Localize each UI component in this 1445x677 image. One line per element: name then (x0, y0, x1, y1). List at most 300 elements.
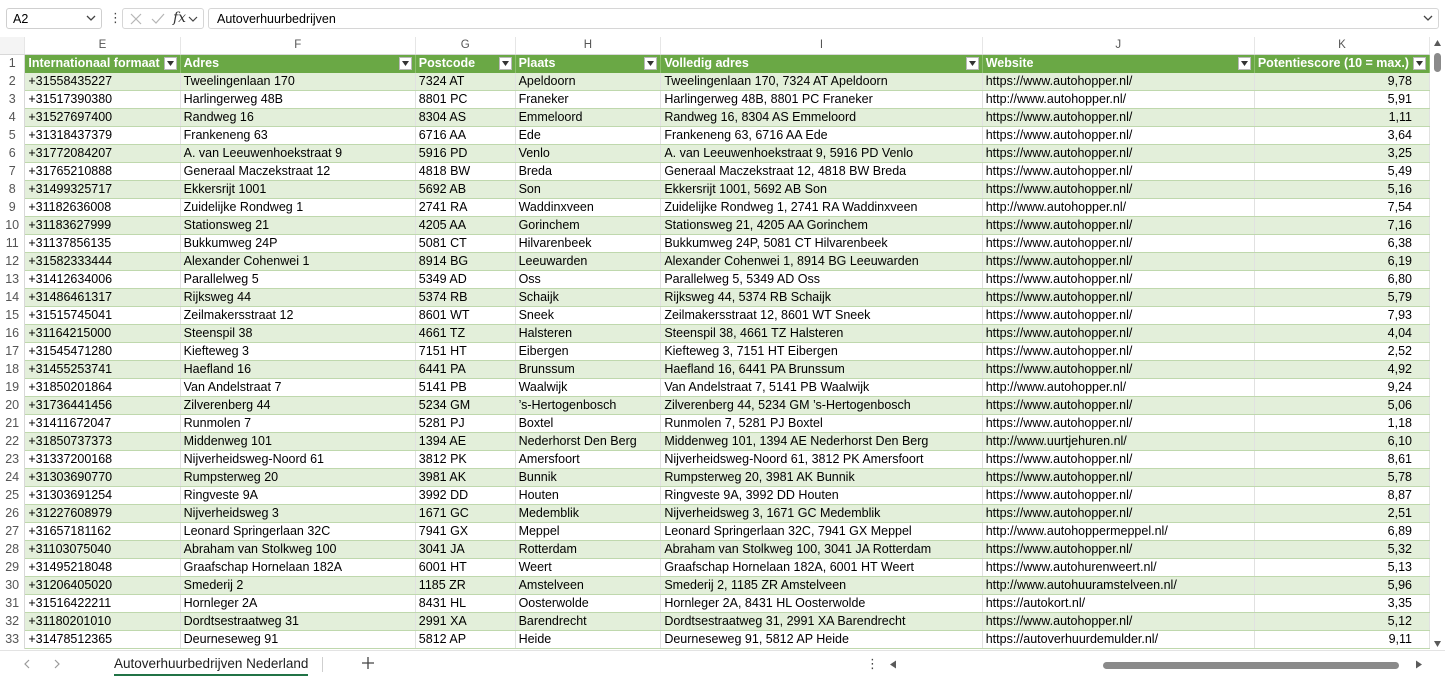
name-box[interactable] (6, 8, 102, 29)
table-cell[interactable]: Graafschap Hornelaan 182A, 6001 HT Weert (661, 559, 982, 577)
table-cell[interactable]: Nijverheidsweg-Noord 61, 3812 PK Amersfoort (661, 451, 982, 469)
table-cell[interactable]: 2,52 (1254, 343, 1429, 361)
table-cell[interactable]: Steenspil 38 (180, 325, 415, 343)
table-cell[interactable]: 3041 JA (415, 541, 515, 559)
table-cell[interactable]: 6,80 (1254, 271, 1429, 289)
table-cell[interactable]: 7,54 (1254, 199, 1429, 217)
table-header-cell[interactable] (515, 55, 661, 73)
next-sheet-icon[interactable] (52, 659, 62, 669)
table-cell[interactable]: +31318437379 (25, 127, 180, 145)
row-number[interactable]: 8 (0, 181, 25, 199)
table-cell[interactable]: Amstelveen (515, 577, 661, 595)
table-cell[interactable]: +31182636008 (25, 199, 180, 217)
table-cell[interactable]: Kiefteweg 3, 7151 HT Eibergen (661, 343, 982, 361)
table-cell[interactable]: 3,64 (1254, 127, 1429, 145)
table-cell[interactable]: Hilvarenbeek (515, 235, 661, 253)
filter-dropdown-icon[interactable] (399, 57, 412, 70)
table-cell[interactable]: Deurneseweg 91, 5812 AP Heide (661, 631, 982, 649)
table-cell[interactable]: +31164215000 (25, 325, 180, 343)
table-cell[interactable]: 6,19 (1254, 253, 1429, 271)
table-cell[interactable]: Ringveste 9A (180, 487, 415, 505)
chevron-down-icon[interactable] (187, 11, 199, 27)
table-cell[interactable]: Tweelingenlaan 170, 7324 AT Apeldoorn (661, 73, 982, 91)
table-cell[interactable]: A. van Leeuwenhoekstraat 9 (180, 145, 415, 163)
table-cell[interactable]: Generaal Maczekstraat 12, 4818 BW Breda (661, 163, 982, 181)
table-cell[interactable]: 3,25 (1254, 145, 1429, 163)
table-cell[interactable]: 8601 WT (415, 307, 515, 325)
table-cell[interactable]: https://www.autohopper.nl/ (982, 343, 1254, 361)
table-cell[interactable]: Venlo (515, 145, 661, 163)
column-header[interactable]: I (661, 37, 982, 55)
table-cell[interactable]: Tweelingenlaan 170 (180, 73, 415, 91)
table-cell[interactable]: Halsteren (515, 325, 661, 343)
table-cell[interactable]: 7,16 (1254, 217, 1429, 235)
table-cell[interactable]: +31412634006 (25, 271, 180, 289)
table-cell[interactable]: Oss (515, 271, 661, 289)
table-cell[interactable]: Rijksweg 44, 5374 RB Schaijk (661, 289, 982, 307)
table-cell[interactable]: Schaijk (515, 289, 661, 307)
more-options-icon[interactable]: ⋮ (866, 656, 879, 671)
table-cell[interactable]: https://www.autohopper.nl/ (982, 289, 1254, 307)
filter-dropdown-icon[interactable] (164, 57, 177, 70)
row-number[interactable]: 14 (0, 289, 25, 307)
table-cell[interactable]: https://www.autohopper.nl/ (982, 325, 1254, 343)
row-number[interactable]: 9 (0, 199, 25, 217)
table-cell[interactable]: 3992 DD (415, 487, 515, 505)
table-header-cell[interactable] (180, 55, 415, 73)
vertical-scrollbar[interactable] (1430, 37, 1445, 650)
row-number[interactable]: 28 (0, 541, 25, 559)
table-cell[interactable]: Apeldoorn (515, 73, 661, 91)
table-cell[interactable]: https://www.autohopper.nl/ (982, 73, 1254, 91)
row-number[interactable]: 16 (0, 325, 25, 343)
table-cell[interactable]: 9,11 (1254, 631, 1429, 649)
table-cell[interactable]: Bukkumweg 24P, 5081 CT Hilvarenbeek (661, 235, 982, 253)
table-cell[interactable]: http://www.autohuuramstelveen.nl/ (982, 577, 1254, 595)
table-cell[interactable]: 4818 BW (415, 163, 515, 181)
table-cell[interactable]: 8431 HL (415, 595, 515, 613)
table-cell[interactable]: 5916 PD (415, 145, 515, 163)
row-number[interactable]: 24 (0, 469, 25, 487)
table-cell[interactable]: https://www.autohopper.nl/ (982, 361, 1254, 379)
sheet-tab-active[interactable] (106, 651, 316, 677)
table-cell[interactable]: +31545471280 (25, 343, 180, 361)
table-cell[interactable]: https://www.autohopper.nl/ (982, 127, 1254, 145)
row-number[interactable]: 13 (0, 271, 25, 289)
row-number[interactable]: 18 (0, 361, 25, 379)
column-header[interactable]: H (515, 37, 661, 55)
scroll-right-icon[interactable] (1415, 660, 1423, 669)
table-cell[interactable]: https://www.autohopper.nl/ (982, 271, 1254, 289)
table-cell[interactable]: Steenspil 38, 4661 TZ Halsteren (661, 325, 982, 343)
table-cell[interactable]: 8914 BG (415, 253, 515, 271)
table-cell[interactable]: 6,10 (1254, 433, 1429, 451)
chevron-down-icon[interactable] (85, 12, 97, 24)
table-cell[interactable]: +31137856135 (25, 235, 180, 253)
table-cell[interactable]: https://www.autohopper.nl/ (982, 217, 1254, 235)
table-cell[interactable]: 5349 AD (415, 271, 515, 289)
table-cell[interactable]: Dordtsestraatweg 31 (180, 613, 415, 631)
table-cell[interactable]: https://www.autohopper.nl/ (982, 505, 1254, 523)
table-cell[interactable]: Parallelweg 5 (180, 271, 415, 289)
table-cell[interactable]: Zilverenberg 44 (180, 397, 415, 415)
table-header-cell[interactable] (415, 55, 515, 73)
table-cell[interactable]: Breda (515, 163, 661, 181)
table-cell[interactable]: https://www.autohopper.nl/ (982, 487, 1254, 505)
table-cell[interactable]: Deurneseweg 91 (180, 631, 415, 649)
table-cell[interactable]: 3,35 (1254, 595, 1429, 613)
table-cell[interactable]: Rumpsterweg 20 (180, 469, 415, 487)
row-number[interactable]: 31 (0, 595, 25, 613)
table-cell[interactable]: Rotterdam (515, 541, 661, 559)
table-cell[interactable]: +31495218048 (25, 559, 180, 577)
table-cell[interactable]: +31517390380 (25, 91, 180, 109)
table-cell[interactable]: http://www.autohoppermeppel.nl/ (982, 523, 1254, 541)
table-cell[interactable]: Leeuwarden (515, 253, 661, 271)
table-cell[interactable]: +31206405020 (25, 577, 180, 595)
table-cell[interactable]: +31227608979 (25, 505, 180, 523)
table-cell[interactable]: Ringveste 9A, 3992 DD Houten (661, 487, 982, 505)
table-cell[interactable]: https://www.autohopper.nl/ (982, 415, 1254, 433)
table-cell[interactable]: 5,49 (1254, 163, 1429, 181)
scroll-down-icon[interactable] (1433, 640, 1442, 648)
table-cell[interactable]: Harlingerweg 48B, 8801 PC Franeker (661, 91, 982, 109)
table-cell[interactable]: https://www.autohurenweert.nl/ (982, 559, 1254, 577)
table-cell[interactable]: +31582333444 (25, 253, 180, 271)
table-cell[interactable]: 2,51 (1254, 505, 1429, 523)
table-cell[interactable]: https://www.autohopper.nl/ (982, 397, 1254, 415)
table-cell[interactable]: Barendrecht (515, 613, 661, 631)
filter-dropdown-icon[interactable] (1413, 57, 1426, 70)
cancel-x-icon[interactable] (128, 11, 144, 27)
table-cell[interactable]: Weert (515, 559, 661, 577)
row-number[interactable]: 29 (0, 559, 25, 577)
filter-dropdown-icon[interactable] (1238, 57, 1251, 70)
table-cell[interactable]: Randweg 16, 8304 AS Emmeloord (661, 109, 982, 127)
table-cell[interactable]: +31486461317 (25, 289, 180, 307)
table-cell[interactable]: +31772084207 (25, 145, 180, 163)
table-cell[interactable]: Randweg 16 (180, 109, 415, 127)
insert-function-icon[interactable]: fx (173, 10, 187, 26)
table-cell[interactable]: Dordtsestraatweg 31, 2991 XA Barendrecht (661, 613, 982, 631)
table-cell[interactable]: 4205 AA (415, 217, 515, 235)
table-cell[interactable]: 3981 AK (415, 469, 515, 487)
row-number[interactable]: 22 (0, 433, 25, 451)
column-header[interactable]: J (982, 37, 1254, 55)
filter-dropdown-icon[interactable] (499, 57, 512, 70)
table-cell[interactable]: Generaal Maczekstraat 12 (180, 163, 415, 181)
select-all-corner[interactable] (0, 37, 25, 55)
table-cell[interactable]: +31558435227 (25, 73, 180, 91)
row-number[interactable]: 26 (0, 505, 25, 523)
table-cell[interactable]: Sneek (515, 307, 661, 325)
row-number[interactable]: 7 (0, 163, 25, 181)
table-cell[interactable]: 5081 CT (415, 235, 515, 253)
table-cell[interactable]: Oosterwolde (515, 595, 661, 613)
row-number[interactable]: 25 (0, 487, 25, 505)
table-cell[interactable]: 5,32 (1254, 541, 1429, 559)
table-cell[interactable]: https://www.autohopper.nl/ (982, 181, 1254, 199)
table-cell[interactable]: Franeker (515, 91, 661, 109)
table-cell[interactable]: https://www.autohopper.nl/ (982, 613, 1254, 631)
table-cell[interactable]: +31499325717 (25, 181, 180, 199)
table-cell[interactable]: Gorinchem (515, 217, 661, 235)
vertical-scroll-thumb[interactable] (1434, 53, 1441, 72)
table-cell[interactable]: Bunnik (515, 469, 661, 487)
table-cell[interactable]: Zuidelijke Rondweg 1 (180, 199, 415, 217)
table-cell[interactable]: Brunssum (515, 361, 661, 379)
table-cell[interactable]: Amersfoort (515, 451, 661, 469)
horizontal-scroll-thumb[interactable] (1103, 662, 1399, 669)
table-cell[interactable]: 4,92 (1254, 361, 1429, 379)
table-cell[interactable]: Middenweg 101, 1394 AE Nederhorst Den Berg (661, 433, 982, 451)
table-cell[interactable]: Emmeloord (515, 109, 661, 127)
table-cell[interactable]: 2991 XA (415, 613, 515, 631)
table-cell[interactable]: http://www.uurtjehuren.nl/ (982, 433, 1254, 451)
row-number[interactable]: 27 (0, 523, 25, 541)
table-cell[interactable]: Alexander Cohenwei 1 (180, 253, 415, 271)
table-cell[interactable]: Hornleger 2A, 8431 HL Oosterwolde (661, 595, 982, 613)
column-header[interactable]: E (25, 37, 180, 55)
table-cell[interactable]: Smederij 2 (180, 577, 415, 595)
table-cell[interactable]: 5,79 (1254, 289, 1429, 307)
row-number[interactable]: 23 (0, 451, 25, 469)
table-cell[interactable]: Kiefteweg 3 (180, 343, 415, 361)
row-number[interactable]: 4 (0, 109, 25, 127)
table-cell[interactable]: Runmolen 7, 5281 PJ Boxtel (661, 415, 982, 433)
table-cell[interactable]: 7151 HT (415, 343, 515, 361)
table-cell[interactable]: http://www.autohopper.nl/ (982, 91, 1254, 109)
table-cell[interactable]: +31765210888 (25, 163, 180, 181)
table-cell[interactable]: https://www.autohopper.nl/ (982, 235, 1254, 253)
table-cell[interactable]: Heide (515, 631, 661, 649)
table-cell[interactable]: https://www.autohopper.nl/ (982, 145, 1254, 163)
table-cell[interactable]: Waalwijk (515, 379, 661, 397)
table-cell[interactable]: Nijverheidsweg 3 (180, 505, 415, 523)
row-number[interactable]: 17 (0, 343, 25, 361)
table-cell[interactable]: 1,18 (1254, 415, 1429, 433)
row-number[interactable]: 32 (0, 613, 25, 631)
table-cell[interactable]: 5692 AB (415, 181, 515, 199)
table-cell[interactable]: Ekkersrijt 1001, 5692 AB Son (661, 181, 982, 199)
filter-dropdown-icon[interactable] (644, 57, 657, 70)
table-cell[interactable]: A. van Leeuwenhoekstraat 9, 5916 PD Venlo (661, 145, 982, 163)
row-number[interactable]: 10 (0, 217, 25, 235)
table-cell[interactable]: https://www.autohopper.nl/ (982, 307, 1254, 325)
table-cell[interactable]: +31303690770 (25, 469, 180, 487)
table-cell[interactable]: Bukkumweg 24P (180, 235, 415, 253)
table-cell[interactable]: 5374 RB (415, 289, 515, 307)
table-cell[interactable]: 2741 RA (415, 199, 515, 217)
table-cell[interactable]: Haefland 16, 6441 PA Brunssum (661, 361, 982, 379)
table-cell[interactable]: Zilverenberg 44, 5234 GM ’s-Hertogenbosch (661, 397, 982, 415)
table-cell[interactable]: 8304 AS (415, 109, 515, 127)
table-cell[interactable]: 4,04 (1254, 325, 1429, 343)
scroll-up-icon[interactable] (1433, 39, 1442, 47)
plus-icon[interactable] (361, 656, 375, 670)
table-cell[interactable]: 6716 AA (415, 127, 515, 145)
checkmark-icon[interactable] (150, 11, 166, 27)
more-options-icon[interactable]: ⋮ (109, 10, 122, 25)
table-cell[interactable]: Frankeneng 63 (180, 127, 415, 145)
table-cell[interactable]: 9,24 (1254, 379, 1429, 397)
table-header-cell[interactable] (25, 55, 180, 73)
table-cell[interactable]: Parallelweg 5, 5349 AD Oss (661, 271, 982, 289)
row-number[interactable]: 3 (0, 91, 25, 109)
table-header-cell[interactable] (661, 55, 982, 73)
scroll-left-icon[interactable] (889, 660, 897, 669)
row-number[interactable]: 30 (0, 577, 25, 595)
table-cell[interactable]: 5,16 (1254, 181, 1429, 199)
column-header[interactable]: F (180, 37, 415, 55)
table-cell[interactable]: 5,96 (1254, 577, 1429, 595)
table-cell[interactable]: Smederij 2, 1185 ZR Amstelveen (661, 577, 982, 595)
formula-input[interactable] (208, 8, 1439, 29)
table-cell[interactable]: Harlingerweg 48B (180, 91, 415, 109)
table-cell[interactable]: +31337200168 (25, 451, 180, 469)
expand-formula-bar-icon[interactable] (1422, 12, 1434, 24)
table-cell[interactable]: Leonard Springerlaan 32C (180, 523, 415, 541)
table-cell[interactable]: Meppel (515, 523, 661, 541)
table-cell[interactable]: http://www.autohopper.nl/ (982, 379, 1254, 397)
table-cell[interactable]: https://autokort.nl/ (982, 595, 1254, 613)
row-number[interactable]: 21 (0, 415, 25, 433)
table-cell[interactable]: 1,11 (1254, 109, 1429, 127)
table-cell[interactable]: https://www.autohopper.nl/ (982, 253, 1254, 271)
table-cell[interactable]: 3812 PK (415, 451, 515, 469)
table-cell[interactable]: Zuidelijke Rondweg 1, 2741 RA Waddinxveen (661, 199, 982, 217)
table-cell[interactable]: http://www.autohopper.nl/ (982, 199, 1254, 217)
table-cell[interactable]: +31455253741 (25, 361, 180, 379)
row-number[interactable]: 33 (0, 631, 25, 649)
table-cell[interactable]: 5281 PJ (415, 415, 515, 433)
table-cell[interactable]: Leonard Springerlaan 32C, 7941 GX Meppel (661, 523, 982, 541)
table-cell[interactable]: Alexander Cohenwei 1, 8914 BG Leeuwarden (661, 253, 982, 271)
table-cell[interactable]: Runmolen 7 (180, 415, 415, 433)
row-number[interactable]: 1 (0, 55, 25, 73)
table-cell[interactable]: Graafschap Hornelaan 182A (180, 559, 415, 577)
table-cell[interactable]: 5,78 (1254, 469, 1429, 487)
table-cell[interactable]: +31183627999 (25, 217, 180, 235)
table-cell[interactable]: 9,78 (1254, 73, 1429, 91)
table-cell[interactable]: Nijverheidsweg-Noord 61 (180, 451, 415, 469)
filter-dropdown-icon[interactable] (966, 57, 979, 70)
table-cell[interactable]: https://www.autohopper.nl/ (982, 451, 1254, 469)
table-cell[interactable]: Van Andelstraat 7 (180, 379, 415, 397)
table-cell[interactable]: 8801 PC (415, 91, 515, 109)
table-cell[interactable]: +31527697400 (25, 109, 180, 127)
table-cell[interactable]: +31180201010 (25, 613, 180, 631)
table-cell[interactable]: +31657181162 (25, 523, 180, 541)
row-number[interactable]: 6 (0, 145, 25, 163)
table-cell[interactable]: ’s-Hertogenbosch (515, 397, 661, 415)
table-cell[interactable]: 7941 GX (415, 523, 515, 541)
table-cell[interactable]: 5,06 (1254, 397, 1429, 415)
table-cell[interactable]: +31478512365 (25, 631, 180, 649)
table-cell[interactable]: 6441 PA (415, 361, 515, 379)
table-cell[interactable]: 7324 AT (415, 73, 515, 91)
table-cell[interactable]: Houten (515, 487, 661, 505)
table-cell[interactable]: 5,12 (1254, 613, 1429, 631)
table-cell[interactable]: Hornleger 2A (180, 595, 415, 613)
table-cell[interactable]: Middenweg 101 (180, 433, 415, 451)
table-cell[interactable]: Haefland 16 (180, 361, 415, 379)
table-cell[interactable]: +31411672047 (25, 415, 180, 433)
table-cell[interactable]: 6,89 (1254, 523, 1429, 541)
table-cell[interactable]: 7,93 (1254, 307, 1429, 325)
table-cell[interactable]: Van Andelstraat 7, 5141 PB Waalwijk (661, 379, 982, 397)
row-number[interactable]: 19 (0, 379, 25, 397)
table-cell[interactable]: +31516422211 (25, 595, 180, 613)
table-cell[interactable]: 8,61 (1254, 451, 1429, 469)
table-cell[interactable]: +31736441456 (25, 397, 180, 415)
row-number[interactable]: 5 (0, 127, 25, 145)
table-cell[interactable]: Zeilmakersstraat 12 (180, 307, 415, 325)
table-cell[interactable]: 5812 AP (415, 631, 515, 649)
table-cell[interactable]: +31850737373 (25, 433, 180, 451)
table-cell[interactable]: https://www.autohopper.nl/ (982, 541, 1254, 559)
table-header-cell[interactable] (982, 55, 1254, 73)
table-cell[interactable]: Stationsweg 21, 4205 AA Gorinchem (661, 217, 982, 235)
table-cell[interactable]: Zeilmakersstraat 12, 8601 WT Sneek (661, 307, 982, 325)
table-cell[interactable]: Frankeneng 63, 6716 AA Ede (661, 127, 982, 145)
table-cell[interactable]: 5234 GM (415, 397, 515, 415)
table-cell[interactable]: Stationsweg 21 (180, 217, 415, 235)
table-cell[interactable]: 5,91 (1254, 91, 1429, 109)
row-number[interactable]: 2 (0, 73, 25, 91)
table-cell[interactable]: Rumpsterweg 20, 3981 AK Bunnik (661, 469, 982, 487)
table-cell[interactable]: 4661 TZ (415, 325, 515, 343)
table-cell[interactable]: Boxtel (515, 415, 661, 433)
table-cell[interactable]: 8,87 (1254, 487, 1429, 505)
table-cell[interactable]: Abraham van Stolkweg 100 (180, 541, 415, 559)
table-cell[interactable]: https://autoverhuurdemulder.nl/ (982, 631, 1254, 649)
table-cell[interactable]: https://www.autohopper.nl/ (982, 109, 1254, 127)
column-header[interactable]: G (415, 37, 515, 55)
table-cell[interactable]: Nederhorst Den Berg (515, 433, 661, 451)
table-cell[interactable]: 6,38 (1254, 235, 1429, 253)
table-cell[interactable]: https://www.autohopper.nl/ (982, 469, 1254, 487)
table-cell[interactable]: 1671 GC (415, 505, 515, 523)
table-cell[interactable]: Ede (515, 127, 661, 145)
table-cell[interactable]: Nijverheidsweg 3, 1671 GC Medemblik (661, 505, 982, 523)
table-cell[interactable]: 6001 HT (415, 559, 515, 577)
table-cell[interactable]: Eibergen (515, 343, 661, 361)
table-cell[interactable]: Ekkersrijt 1001 (180, 181, 415, 199)
table-cell[interactable]: 5141 PB (415, 379, 515, 397)
table-cell[interactable]: 1185 ZR (415, 577, 515, 595)
column-header[interactable]: K (1254, 37, 1429, 55)
table-cell[interactable]: Rijksweg 44 (180, 289, 415, 307)
table-cell[interactable]: 1394 AE (415, 433, 515, 451)
table-cell[interactable]: Son (515, 181, 661, 199)
table-cell[interactable]: https://www.autohopper.nl/ (982, 163, 1254, 181)
table-header-cell[interactable] (1254, 55, 1429, 73)
row-number[interactable]: 20 (0, 397, 25, 415)
table-cell[interactable]: +31850201864 (25, 379, 180, 397)
row-number[interactable]: 12 (0, 253, 25, 271)
table-cell[interactable]: +31303691254 (25, 487, 180, 505)
row-number[interactable]: 11 (0, 235, 25, 253)
table-cell[interactable]: +31515745041 (25, 307, 180, 325)
row-number[interactable]: 15 (0, 307, 25, 325)
table-cell[interactable]: 5,13 (1254, 559, 1429, 577)
table-cell[interactable]: Medemblik (515, 505, 661, 523)
previous-sheet-icon[interactable] (22, 659, 32, 669)
table-cell[interactable]: Waddinxveen (515, 199, 661, 217)
table-cell[interactable]: Abraham van Stolkweg 100, 3041 JA Rotterdam (661, 541, 982, 559)
table-cell[interactable]: +31103075040 (25, 541, 180, 559)
